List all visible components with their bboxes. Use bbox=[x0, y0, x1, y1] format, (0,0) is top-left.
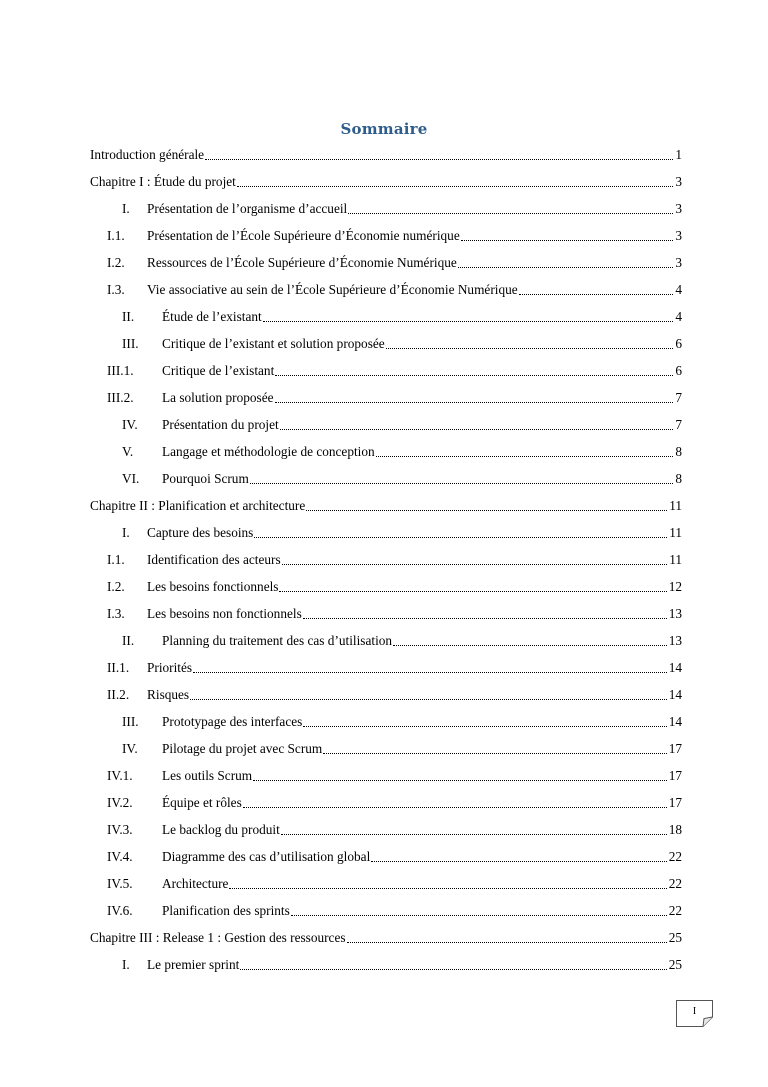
toc-entry-title: La solution proposée bbox=[162, 390, 274, 405]
toc-entry-page: 3 bbox=[675, 201, 682, 216]
toc-dot-leader bbox=[348, 213, 673, 214]
toc-entry[interactable] bbox=[107, 766, 682, 786]
toc-dot-leader bbox=[323, 753, 666, 754]
toc-dot-leader bbox=[458, 267, 674, 268]
toc-entry-page: 6 bbox=[675, 363, 682, 378]
toc-entry-number: I.1. bbox=[107, 552, 125, 567]
toc-entry-title: Planning du traitement des cas d’utilisation bbox=[162, 633, 393, 648]
toc-entry-page: 17 bbox=[668, 768, 682, 783]
toc-entry[interactable] bbox=[122, 955, 682, 975]
toc-entry-page: 11 bbox=[669, 498, 682, 513]
toc-entry-title: Équipe et rôles bbox=[162, 795, 242, 810]
toc-entry-number: VI. bbox=[122, 471, 140, 486]
toc-entry[interactable] bbox=[107, 874, 682, 894]
toc-entry-number: III.2. bbox=[107, 390, 134, 405]
toc-entry[interactable] bbox=[107, 685, 682, 705]
toc-entry[interactable] bbox=[107, 901, 682, 921]
toc-entry-page: 17 bbox=[668, 741, 682, 756]
toc-entry[interactable] bbox=[122, 469, 682, 489]
toc-entry-page: 4 bbox=[675, 282, 682, 297]
toc-entry-title: Pilotage du projet avec Scrum bbox=[162, 741, 323, 756]
toc-entry[interactable] bbox=[122, 415, 682, 435]
toc-entry[interactable] bbox=[122, 712, 682, 732]
toc-entry-title: Étude de l’existant bbox=[162, 309, 262, 324]
toc-entry-title: Langage et méthodologie de conception bbox=[162, 444, 375, 459]
toc-dot-leader bbox=[306, 510, 667, 511]
toc-entry[interactable] bbox=[107, 361, 682, 381]
toc-dot-leader bbox=[279, 591, 666, 592]
toc-entry[interactable] bbox=[107, 658, 682, 678]
toc-entry-number: II.1. bbox=[107, 660, 130, 675]
toc-dot-leader bbox=[190, 699, 667, 700]
toc-entry[interactable] bbox=[107, 280, 682, 300]
toc-entry-number: III.1. bbox=[107, 363, 134, 378]
toc-entry-page: 14 bbox=[668, 687, 682, 702]
toc-entry-page: 6 bbox=[675, 336, 682, 351]
toc-dot-leader bbox=[282, 564, 668, 565]
toc-entry-title: Chapitre I : Étude du projet bbox=[90, 174, 236, 189]
toc-entry-number: I.3. bbox=[107, 606, 125, 621]
toc-entry-page: 4 bbox=[675, 309, 682, 324]
toc-dot-leader bbox=[303, 726, 666, 727]
toc-entry-title: Introduction générale bbox=[90, 147, 205, 162]
toc-entry-number: IV. bbox=[122, 741, 138, 756]
toc-entry-number: I. bbox=[122, 201, 130, 216]
toc-dot-leader bbox=[303, 618, 667, 619]
toc-entry-page: 7 bbox=[675, 417, 682, 432]
toc-entry-title: Présentation du projet bbox=[162, 417, 279, 432]
toc-dot-leader bbox=[229, 888, 666, 889]
toc-entry-title: Les outils Scrum bbox=[162, 768, 253, 783]
toc-entry[interactable] bbox=[122, 739, 682, 759]
toc-entry-page: 3 bbox=[675, 228, 682, 243]
toc-entry-title: Présentation de l’École Supérieure d’Économie numérique bbox=[147, 228, 460, 243]
page-number-box bbox=[676, 1000, 713, 1027]
toc-entry-page: 11 bbox=[669, 525, 682, 540]
toc-entry-number: I. bbox=[122, 525, 130, 540]
toc-entry-page: 7 bbox=[675, 390, 682, 405]
toc-entry-page: 13 bbox=[668, 633, 682, 648]
toc-dot-leader bbox=[275, 375, 673, 376]
toc-entry-title: Architecture bbox=[162, 876, 229, 891]
toc-entry-title: Chapitre II : Planification et architecture bbox=[90, 498, 306, 513]
toc-entry-number: III. bbox=[122, 714, 139, 729]
toc-entry-title: Identification des acteurs bbox=[147, 552, 281, 567]
toc-dot-leader bbox=[253, 780, 667, 781]
toc-entry-title: Présentation de l’organisme d’accueil bbox=[147, 201, 348, 216]
toc-dot-leader bbox=[519, 294, 674, 295]
toc-entry[interactable] bbox=[107, 847, 682, 867]
toc-dot-leader bbox=[291, 915, 667, 916]
toc-entry[interactable] bbox=[107, 820, 682, 840]
toc-entry-title: Capture des besoins bbox=[147, 525, 254, 540]
toc-entry-number: IV.3. bbox=[107, 822, 133, 837]
toc-entry-title: Critique de l’existant et solution proposée bbox=[162, 336, 385, 351]
toc-entry[interactable] bbox=[90, 145, 682, 165]
toc-entry[interactable] bbox=[107, 604, 682, 624]
toc-entry-page: 22 bbox=[668, 876, 682, 891]
toc-entry-page: 14 bbox=[668, 660, 682, 675]
toc-entry-page: 1 bbox=[675, 147, 682, 162]
toc-entry-page: 25 bbox=[668, 957, 682, 972]
toc-dot-leader bbox=[193, 672, 667, 673]
toc-entry-number: IV.4. bbox=[107, 849, 133, 864]
toc-entry[interactable] bbox=[122, 631, 682, 651]
toc-entry-title: Vie associative au sein de l’École Supérieure d’Économie Numérique bbox=[147, 282, 518, 297]
toc-entry-number: IV.5. bbox=[107, 876, 133, 891]
toc-entry-page: 3 bbox=[675, 255, 682, 270]
toc-entry[interactable] bbox=[90, 172, 682, 192]
toc-entry-title: Diagramme des cas d’utilisation global bbox=[162, 849, 371, 864]
toc-entry-title: Le premier sprint bbox=[147, 957, 240, 972]
toc-entry-page: 22 bbox=[668, 903, 682, 918]
toc-entry-number: I.2. bbox=[107, 255, 125, 270]
toc-entry-number: I. bbox=[122, 957, 130, 972]
toc-entry-title: Critique de l’existant bbox=[162, 363, 275, 378]
toc-entry-page: 11 bbox=[669, 552, 682, 567]
toc-entry-title: Ressources de l’École Supérieure d’Économie Numérique bbox=[147, 255, 457, 270]
toc-entry-title: Priorités bbox=[147, 660, 193, 675]
page-title: Sommaire bbox=[340, 120, 428, 138]
toc-entry-page: 3 bbox=[675, 174, 682, 189]
toc-entry-page: 13 bbox=[668, 606, 682, 621]
toc-entry[interactable] bbox=[107, 253, 682, 273]
toc-dot-leader bbox=[250, 483, 674, 484]
toc-dot-leader bbox=[240, 969, 666, 970]
toc-entry-page: 22 bbox=[668, 849, 682, 864]
toc-entry-page: 17 bbox=[668, 795, 682, 810]
toc-dot-leader bbox=[461, 240, 674, 241]
toc-entry-title: Pourquoi Scrum bbox=[162, 471, 249, 486]
toc-entry-number: II. bbox=[122, 309, 135, 324]
toc-entry-page: 18 bbox=[668, 822, 682, 837]
toc-entry-title: Prototypage des interfaces bbox=[162, 714, 303, 729]
toc-entry-title: Les besoins fonctionnels bbox=[147, 579, 279, 594]
toc-entry[interactable] bbox=[122, 307, 682, 327]
toc-entry-page: 25 bbox=[668, 930, 682, 945]
toc-entry-number: II.2. bbox=[107, 687, 130, 702]
toc-dot-leader bbox=[275, 402, 674, 403]
toc-dot-leader bbox=[263, 321, 674, 322]
toc-entry-number: II. bbox=[122, 633, 135, 648]
toc-dot-leader bbox=[243, 807, 667, 808]
toc-entry-number: IV.6. bbox=[107, 903, 133, 918]
toc-entry-title: Le backlog du produit bbox=[162, 822, 280, 837]
toc-dot-leader bbox=[205, 159, 673, 160]
toc-dot-leader bbox=[371, 861, 666, 862]
toc-dot-leader bbox=[386, 348, 674, 349]
toc-entry[interactable] bbox=[122, 334, 682, 354]
toc-entry-number: IV.2. bbox=[107, 795, 133, 810]
toc-entry-number: III. bbox=[122, 336, 139, 351]
toc-dot-leader bbox=[254, 537, 667, 538]
toc-entry-page: 14 bbox=[668, 714, 682, 729]
toc-entry[interactable] bbox=[107, 388, 682, 408]
toc-dot-leader bbox=[393, 645, 667, 646]
toc-entry-title: Les besoins non fonctionnels bbox=[147, 606, 302, 621]
toc-entry-number: IV.1. bbox=[107, 768, 133, 783]
toc-entry-number: I.2. bbox=[107, 579, 125, 594]
toc-entry-page: 8 bbox=[675, 444, 682, 459]
toc-entry-number: I.1. bbox=[107, 228, 125, 243]
toc-dot-leader bbox=[281, 834, 667, 835]
toc-entry[interactable] bbox=[90, 928, 682, 948]
toc-entry[interactable] bbox=[107, 226, 682, 246]
toc-entry[interactable] bbox=[107, 577, 682, 597]
toc-entry-page: 12 bbox=[668, 579, 682, 594]
toc-entry[interactable] bbox=[107, 550, 682, 570]
toc-dot-leader bbox=[347, 942, 667, 943]
toc-entry-number: I.3. bbox=[107, 282, 125, 297]
toc-entry[interactable] bbox=[107, 793, 682, 813]
toc-entry-title: Risques bbox=[147, 687, 190, 702]
toc-dot-leader bbox=[237, 186, 673, 187]
toc-entry-number: V. bbox=[122, 444, 134, 459]
toc-entry-number: IV. bbox=[122, 417, 138, 432]
toc-entry-title: Chapitre III : Release 1 : Gestion des ressources bbox=[90, 930, 346, 945]
toc-entry[interactable] bbox=[122, 442, 682, 462]
toc-entry-page: 8 bbox=[675, 471, 682, 486]
toc-entry[interactable] bbox=[90, 496, 682, 516]
toc-dot-leader bbox=[376, 456, 674, 457]
page-number: I bbox=[692, 1006, 697, 1017]
toc-entry[interactable] bbox=[122, 523, 682, 543]
toc-entry-title: Planification des sprints bbox=[162, 903, 290, 918]
toc-dot-leader bbox=[280, 429, 674, 430]
toc-entry[interactable] bbox=[122, 199, 682, 219]
